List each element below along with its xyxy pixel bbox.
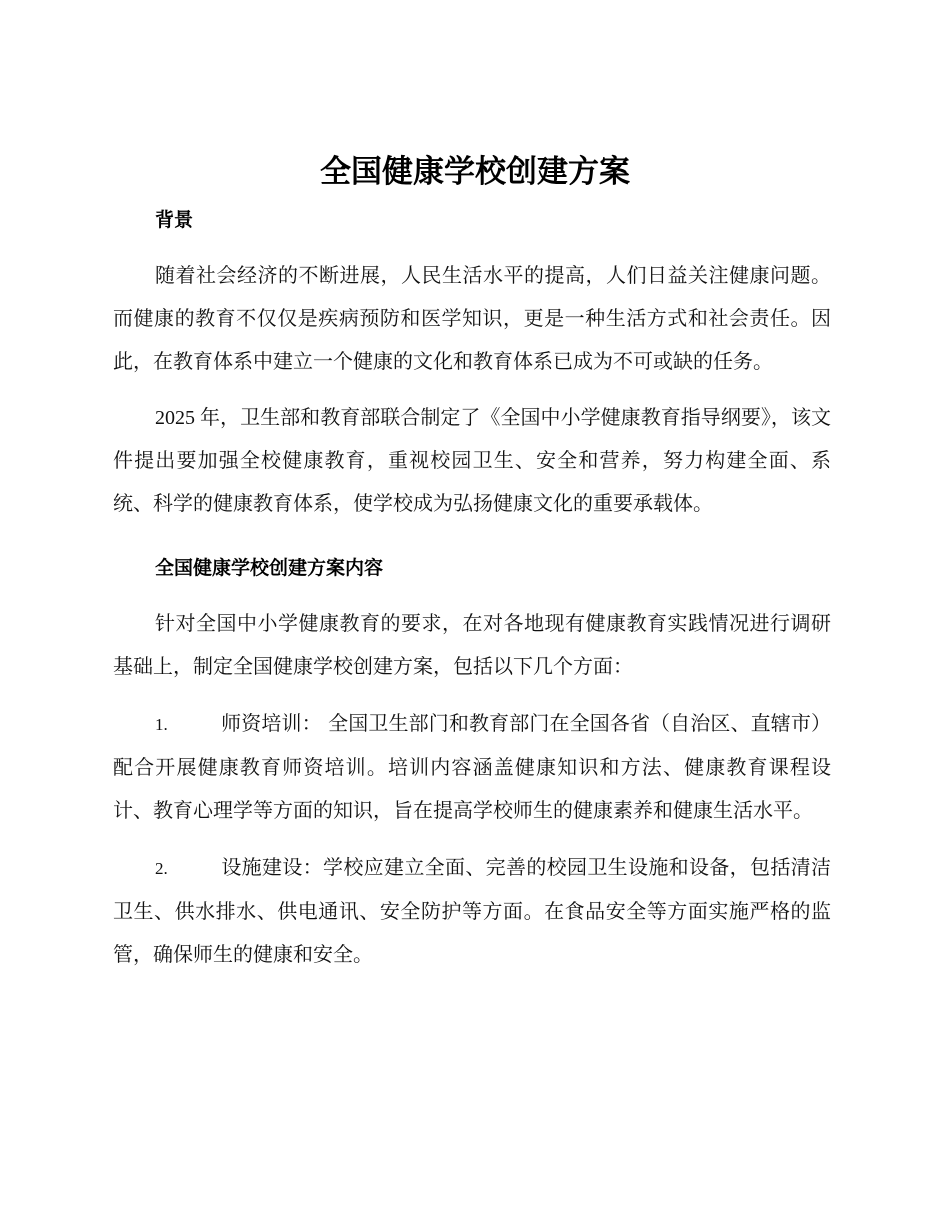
list-item-text: 设施建设：学校应建立全面、完善的校园卫生设施和设备，包括清洁卫生、供水排水、供电通讯、安全防护等方面。在食品安全等方面实施严格的监管，确保师生的健康和安全。 [113, 855, 831, 966]
list-item-number: 2. [155, 859, 168, 878]
plan-intro-paragraph: 针对全国中小学健康教育的要求，在对各地现有健康教育实践情况进行调研基础上，制定全国健康学校创建方案，包括以下几个方面： [113, 611, 831, 678]
list-item-text: 师资培训： 全国卫生部门和教育部门在全国各省（自治区、直辖市）配合开展健康教育师资培训。培训内容涵盖健康知识和方法、健康教育课程设计、教育心理学等方面的知识，旨在提高学校师生的健康素养和健康生活水平。 [113, 711, 831, 822]
list-item [113, 702, 831, 832]
document-title: 全国健康学校创建方案 [320, 154, 630, 190]
background-paragraph-2: 2025 年，卫生部和教育部联合制定了《全国中小学健康教育指导纲要》，该文件提出要加强全校健康教育，重视校园卫生、安全和营养，努力构建全面、系统、科学的健康教育体系，使学校成为弘扬健康文化的重要承载体。 [113, 407, 831, 515]
list-item-number: 1. [155, 715, 168, 734]
document-body [113, 200, 831, 976]
list-item [113, 846, 831, 976]
section-heading-plan-content: 全国健康学校创建方案内容 [155, 557, 384, 579]
background-paragraph-1: 随着社会经济的不断进展，人民生活水平的提高，人们日益关注健康问题。而健康的教育不仅仅是疾病预防和医学知识，更是一种生活方式和社会责任。因此，在教育体系中建立一个健康的文化和教育体系已成为不可或缺的任务。 [113, 263, 831, 373]
section-heading-background: 背景 [155, 209, 194, 231]
